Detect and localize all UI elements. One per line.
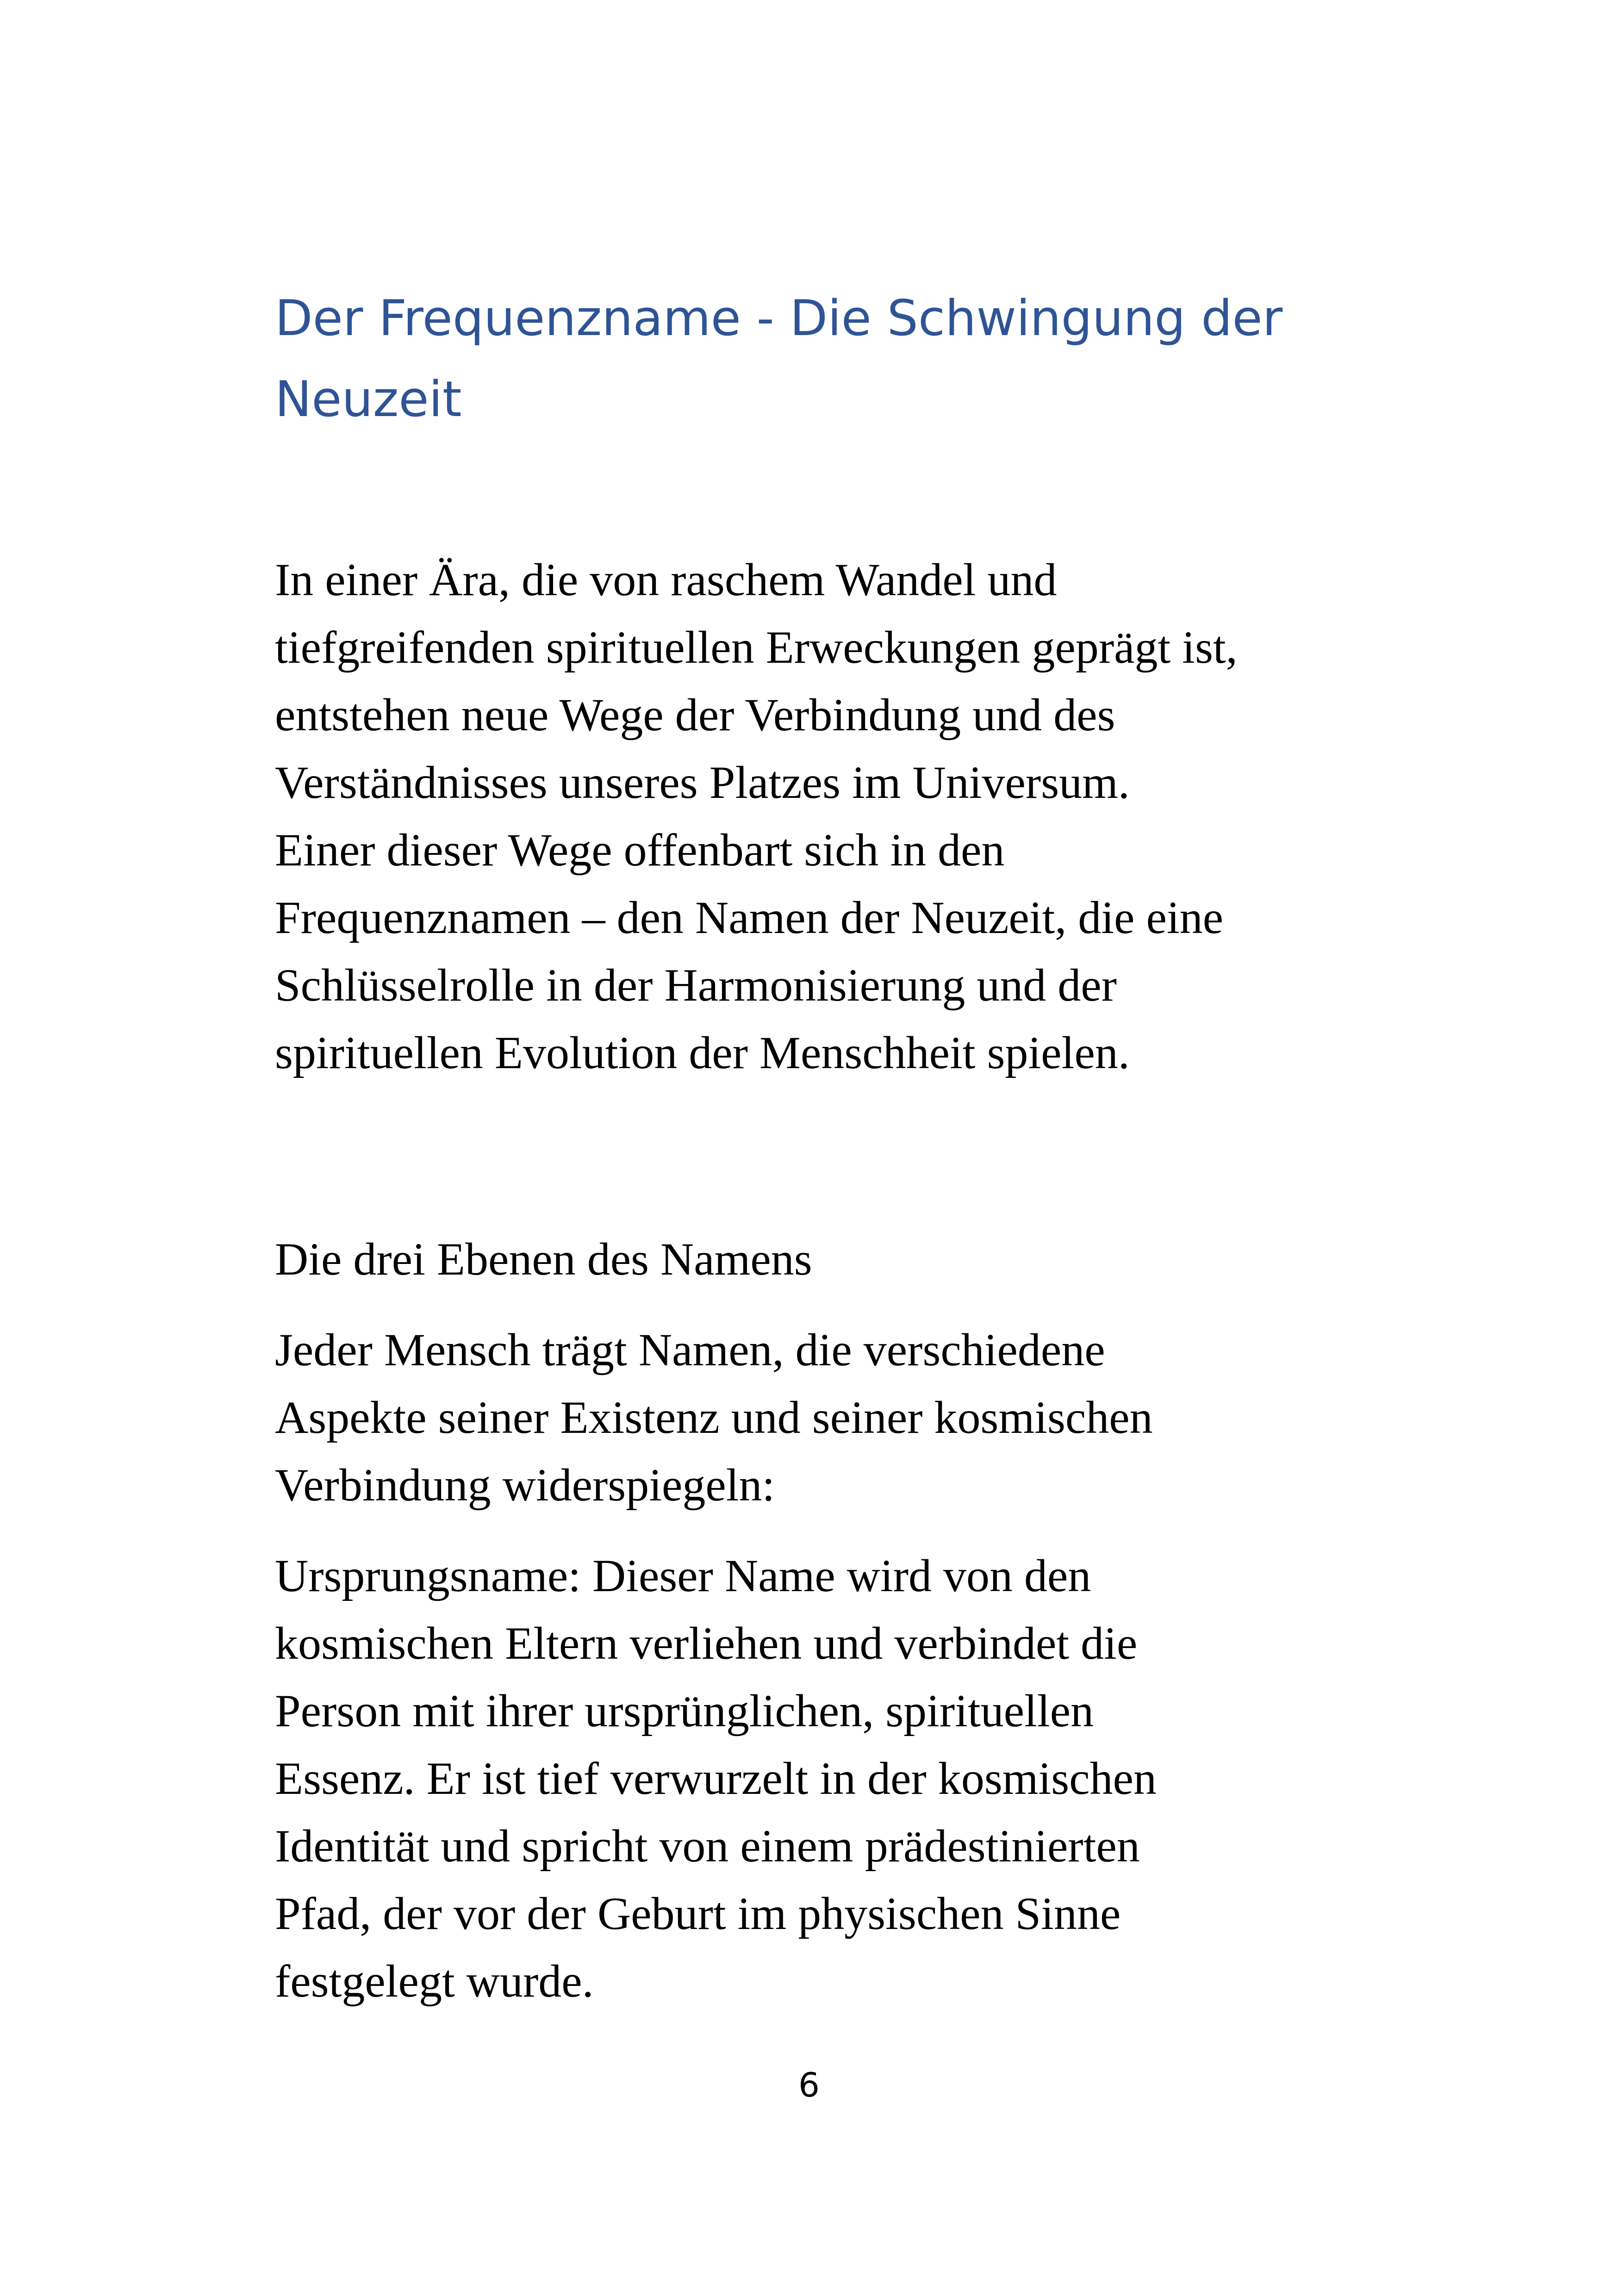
intro-paragraph [275,546,1395,1087]
chapter-heading-line: Der Frequenzname - Die Schwingung der [275,290,1283,347]
text-line: entstehen neue Wege der Verbindung und des [275,689,1115,740]
text-line: In einer Ära, die von raschem Wandel und [275,554,1057,605]
text-line: Essenz. Er ist tief verwurzelt in der kosmischen [275,1753,1157,1804]
section-subheading: Die drei Ebenen des Namens [275,1233,812,1285]
text-line: kosmischen Eltern verliehen und verbindet die [275,1618,1138,1669]
text-line: Schlüsselrolle in der Harmonisierung und der [275,959,1117,1011]
names-intro-paragraph [275,1316,1395,1519]
text-line: tiefgreifenden spirituellen Erweckungen geprägt ist, [275,622,1238,673]
text-line: Ursprungsname: Dieser Name wird von den [275,1550,1091,1601]
text-line: Verständnisses unseres Platzes im Universum. [275,757,1130,808]
text-line: Aspekte seiner Existenz und seiner kosmischen [275,1392,1153,1443]
page-number: 6 [798,2066,820,2104]
text-line: Frequenznamen – den Namen der Neuzeit, die eine [275,892,1224,943]
chapter-heading-line: Neuzeit [275,371,462,428]
text-line: Pfad, der vor der Geburt im physischen Sinne [275,1888,1121,1939]
origin-name-paragraph [275,1542,1395,2015]
text-line: spirituellen Evolution der Menschheit spielen. [275,1027,1130,1078]
page-content [275,278,1395,2015]
text-line: Einer dieser Wege offenbart sich in den [275,824,1005,876]
text-line: Verbindung widerspiegeln: [275,1459,775,1511]
chapter-heading [275,278,1395,440]
text-line: Person mit ihrer ursprünglichen, spirituellen [275,1685,1094,1736]
text-line: Jeder Mensch trägt Namen, die verschiedene [275,1324,1105,1375]
text-line: festgelegt wurde. [275,1955,594,2007]
text-line: Identität und spricht von einem prädestinierten [275,1820,1140,1872]
